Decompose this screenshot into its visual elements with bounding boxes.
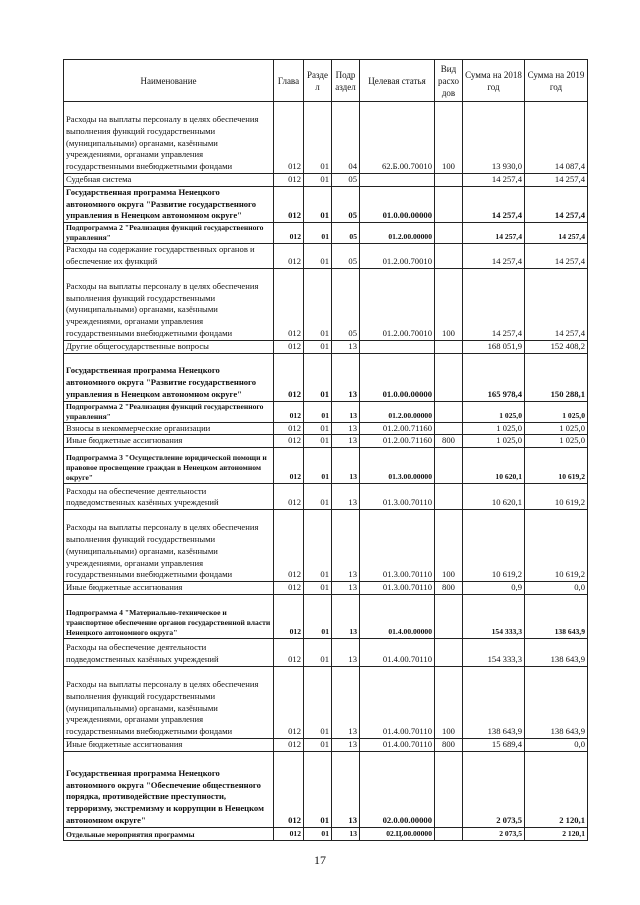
cell-razdel: 01	[304, 174, 332, 187]
cell-podrazdel: 13	[332, 510, 360, 582]
cell-name: Подпрограмма 2 "Реализация функций государственного управления"	[64, 223, 274, 244]
cell-target: 01.4.00.70110	[360, 738, 435, 751]
cell-target: 01.2.00.71160	[360, 435, 435, 448]
cell-sum2018: 13 930,0	[463, 102, 525, 174]
cell-sum2018: 10 620,1	[463, 448, 525, 484]
cell-podrazdel: 13	[332, 340, 360, 353]
cell-podrazdel: 13	[332, 638, 360, 666]
cell-vid	[435, 751, 463, 827]
cell-glava: 012	[274, 353, 304, 401]
cell-name: Иные бюджетные ассигнования	[64, 582, 274, 595]
table-row	[64, 223, 588, 244]
cell-sum2018: 10 619,2	[463, 510, 525, 582]
cell-target: 02.Ц.00.00000	[360, 827, 435, 840]
cell-name: Расходы на выплаты персоналу в целях обеспечения выполнения функций государственными (муниципальными) органами, казёнными учреждениями, органами управления государственными внебюджетными фондами	[64, 666, 274, 738]
cell-sum2019: 14 257,4	[525, 186, 588, 222]
table-row	[64, 484, 588, 510]
cell-razdel: 01	[304, 594, 332, 638]
col-header-sum2018: Сумма на 2018 год	[463, 60, 525, 102]
cell-target: 01.3.00.00000	[360, 448, 435, 484]
table-row	[64, 510, 588, 582]
cell-name: Иные бюджетные ассигнования	[64, 738, 274, 751]
cell-name: Подпрограмма 3 "Осуществление юридической помощи и правовое просвещение граждан в Ненецком автономном округе"	[64, 448, 274, 484]
cell-vid	[435, 638, 463, 666]
cell-podrazdel: 13	[332, 422, 360, 435]
cell-vid	[435, 174, 463, 187]
cell-sum2019: 14 257,4	[525, 268, 588, 340]
cell-podrazdel: 05	[332, 174, 360, 187]
cell-glava: 012	[274, 102, 304, 174]
cell-vid	[435, 484, 463, 510]
cell-vid	[435, 448, 463, 484]
cell-sum2018: 138 643,9	[463, 666, 525, 738]
cell-glava: 012	[274, 666, 304, 738]
cell-target	[360, 340, 435, 353]
cell-razdel: 01	[304, 268, 332, 340]
cell-vid	[435, 827, 463, 840]
cell-razdel: 01	[304, 102, 332, 174]
cell-glava: 012	[274, 174, 304, 187]
cell-sum2018: 14 257,4	[463, 174, 525, 187]
cell-podrazdel: 13	[332, 666, 360, 738]
table-row	[64, 594, 588, 638]
cell-sum2019: 10 619,2	[525, 484, 588, 510]
cell-glava: 012	[274, 738, 304, 751]
cell-sum2018: 10 620,1	[463, 484, 525, 510]
cell-name: Расходы на обеспечение деятельности подведомственных казённых учреждений	[64, 638, 274, 666]
cell-sum2019: 10 619,2	[525, 448, 588, 484]
table-row	[64, 448, 588, 484]
cell-sum2019: 2 120,1	[525, 827, 588, 840]
table-row	[64, 268, 588, 340]
cell-sum2018: 2 073,5	[463, 751, 525, 827]
cell-podrazdel: 05	[332, 186, 360, 222]
cell-sum2019: 14 257,4	[525, 223, 588, 244]
cell-podrazdel: 04	[332, 102, 360, 174]
table-row	[64, 435, 588, 448]
cell-razdel: 01	[304, 666, 332, 738]
cell-vid	[435, 353, 463, 401]
cell-sum2018: 2 073,5	[463, 827, 525, 840]
table-row	[64, 174, 588, 187]
cell-sum2019: 138 643,9	[525, 594, 588, 638]
table-row	[64, 582, 588, 595]
cell-target	[360, 174, 435, 187]
cell-target: 01.2.00.70010	[360, 244, 435, 269]
cell-podrazdel: 13	[332, 827, 360, 840]
cell-sum2018: 14 257,4	[463, 186, 525, 222]
cell-razdel: 01	[304, 582, 332, 595]
cell-sum2018: 1 025,0	[463, 401, 525, 422]
cell-name: Другие общегосударственные вопросы	[64, 340, 274, 353]
cell-sum2018: 1 025,0	[463, 435, 525, 448]
table-row	[64, 751, 588, 827]
cell-sum2019: 152 408,2	[525, 340, 588, 353]
cell-glava: 012	[274, 510, 304, 582]
cell-target: 01.4.00.70110	[360, 666, 435, 738]
cell-vid: 100	[435, 510, 463, 582]
cell-sum2018: 15 689,4	[463, 738, 525, 751]
cell-target: 01.3.00.70110	[360, 582, 435, 595]
cell-sum2018: 168 051,9	[463, 340, 525, 353]
cell-vid: 100	[435, 666, 463, 738]
cell-name: Государственная программа Ненецкого автономного округа "Развитие государственного управления в Ненецком автономном округе"	[64, 186, 274, 222]
cell-razdel: 01	[304, 484, 332, 510]
cell-sum2018: 0,9	[463, 582, 525, 595]
col-header-razdel: Разде л	[304, 60, 332, 102]
table-body	[64, 102, 588, 841]
cell-target: 01.2.00.71160	[360, 422, 435, 435]
cell-name: Отдельные мероприятия программы	[64, 827, 274, 840]
cell-glava: 012	[274, 223, 304, 244]
cell-name: Расходы на содержание государственных органов и обеспечение их функций	[64, 244, 274, 269]
cell-vid	[435, 594, 463, 638]
cell-name: Судебная система	[64, 174, 274, 187]
cell-sum2019: 14 257,4	[525, 174, 588, 187]
cell-glava: 012	[274, 244, 304, 269]
cell-razdel: 01	[304, 638, 332, 666]
cell-podrazdel: 13	[332, 435, 360, 448]
cell-name: Иные бюджетные ассигнования	[64, 435, 274, 448]
cell-name: Государственная программа Ненецкого автономного округа "Обеспечение общественного порядка, противодействие преступности, терроризму, экстремизму и коррупции в Ненецком автономном округе"	[64, 751, 274, 827]
cell-podrazdel: 05	[332, 223, 360, 244]
table-row	[64, 186, 588, 222]
page-number: 17	[314, 853, 326, 867]
cell-glava: 012	[274, 594, 304, 638]
cell-vid: 100	[435, 102, 463, 174]
cell-podrazdel: 13	[332, 751, 360, 827]
cell-glava: 012	[274, 638, 304, 666]
cell-vid: 100	[435, 268, 463, 340]
col-header-vid: Вид расхо дов	[435, 60, 463, 102]
cell-sum2019: 0,0	[525, 582, 588, 595]
cell-target: 01.3.00.70110	[360, 484, 435, 510]
cell-podrazdel: 05	[332, 268, 360, 340]
cell-sum2018: 14 257,4	[463, 244, 525, 269]
cell-razdel: 01	[304, 401, 332, 422]
cell-razdel: 01	[304, 448, 332, 484]
cell-glava: 012	[274, 448, 304, 484]
table-row	[64, 401, 588, 422]
cell-sum2019: 1 025,0	[525, 422, 588, 435]
cell-podrazdel: 05	[332, 244, 360, 269]
cell-podrazdel: 13	[332, 401, 360, 422]
cell-podrazdel: 13	[332, 484, 360, 510]
cell-target: 02.0.00.00000	[360, 751, 435, 827]
table-header-row	[64, 60, 588, 102]
table-row	[64, 102, 588, 174]
cell-glava: 012	[274, 340, 304, 353]
cell-sum2019: 14 087,4	[525, 102, 588, 174]
cell-glava: 012	[274, 422, 304, 435]
cell-sum2018: 14 257,4	[463, 268, 525, 340]
cell-razdel: 01	[304, 244, 332, 269]
cell-name: Расходы на выплаты персоналу в целях обеспечения выполнения функций государственными (муниципальными) органами, казёнными учреждениями, органами управления государственными внебюджетными фондами	[64, 102, 274, 174]
cell-name: Расходы на выплаты персоналу в целях обеспечения выполнения функций государственными (муниципальными) органами, казёнными учреждениями, органами управления государственными внебюджетными фондами	[64, 268, 274, 340]
cell-razdel: 01	[304, 738, 332, 751]
cell-razdel: 01	[304, 751, 332, 827]
cell-target: 62.Б.00.70010	[360, 102, 435, 174]
cell-razdel: 01	[304, 353, 332, 401]
cell-vid: 800	[435, 435, 463, 448]
cell-vid	[435, 244, 463, 269]
cell-sum2019: 2 120,1	[525, 751, 588, 827]
cell-vid	[435, 340, 463, 353]
cell-razdel: 01	[304, 827, 332, 840]
table-row	[64, 353, 588, 401]
col-header-podrazdel: Подр аздел	[332, 60, 360, 102]
cell-razdel: 01	[304, 510, 332, 582]
cell-podrazdel: 13	[332, 582, 360, 595]
table-row	[64, 738, 588, 751]
cell-glava: 012	[274, 186, 304, 222]
cell-sum2019: 1 025,0	[525, 435, 588, 448]
col-header-target: Целевая статья	[360, 60, 435, 102]
cell-name: Подпрограмма 4 "Материально-техническое и транспортное обеспечение органов государственной власти Ненецкого автономного округа"	[64, 594, 274, 638]
cell-podrazdel: 13	[332, 738, 360, 751]
table-row	[64, 827, 588, 840]
table-row	[64, 638, 588, 666]
cell-sum2018: 1 025,0	[463, 422, 525, 435]
cell-name: Расходы на выплаты персоналу в целях обеспечения выполнения функций государственными (муниципальными) органами, казёнными учреждениями, органами управления государственными внебюджетными фондами	[64, 510, 274, 582]
cell-vid	[435, 186, 463, 222]
cell-glava: 012	[274, 401, 304, 422]
cell-razdel: 01	[304, 340, 332, 353]
cell-glava: 012	[274, 484, 304, 510]
cell-razdel: 01	[304, 186, 332, 222]
cell-razdel: 01	[304, 422, 332, 435]
cell-target: 01.2.00.00000	[360, 401, 435, 422]
table-row	[64, 340, 588, 353]
cell-name: Взносы в некоммерческие организации	[64, 422, 274, 435]
cell-sum2019: 10 619,2	[525, 510, 588, 582]
cell-target: 01.4.00.00000	[360, 594, 435, 638]
cell-sum2019: 1 025,0	[525, 401, 588, 422]
cell-target: 01.2.00.00000	[360, 223, 435, 244]
col-header-name: Наименование	[64, 60, 274, 102]
cell-glava: 012	[274, 435, 304, 448]
cell-sum2019: 0,0	[525, 738, 588, 751]
cell-vid: 800	[435, 582, 463, 595]
cell-razdel: 01	[304, 223, 332, 244]
cell-sum2018: 154 333,3	[463, 594, 525, 638]
budget-table	[63, 59, 588, 841]
cell-glava: 012	[274, 582, 304, 595]
cell-sum2019: 14 257,4	[525, 244, 588, 269]
table-row	[64, 666, 588, 738]
cell-name: Государственная программа Ненецкого автономного округа "Развитие государственного управления в Ненецком автономном округе"	[64, 353, 274, 401]
cell-podrazdel: 13	[332, 594, 360, 638]
cell-razdel: 01	[304, 435, 332, 448]
col-header-sum2019: Сумма на 2019 год	[525, 60, 588, 102]
cell-sum2018: 165 978,4	[463, 353, 525, 401]
cell-glava: 012	[274, 268, 304, 340]
cell-sum2019: 138 643,9	[525, 638, 588, 666]
cell-vid	[435, 223, 463, 244]
cell-target: 01.2.00.70010	[360, 268, 435, 340]
cell-glava: 012	[274, 827, 304, 840]
cell-podrazdel: 13	[332, 353, 360, 401]
cell-vid: 800	[435, 738, 463, 751]
cell-target: 01.0.00.00000	[360, 186, 435, 222]
cell-sum2018: 154 333,3	[463, 638, 525, 666]
cell-target: 01.0.00.00000	[360, 353, 435, 401]
cell-target: 01.4.00.70110	[360, 638, 435, 666]
cell-target: 01.3.00.70110	[360, 510, 435, 582]
cell-sum2018: 14 257,4	[463, 223, 525, 244]
cell-glava: 012	[274, 751, 304, 827]
cell-sum2019: 138 643,9	[525, 666, 588, 738]
cell-podrazdel: 13	[332, 448, 360, 484]
cell-vid	[435, 401, 463, 422]
cell-vid	[435, 422, 463, 435]
cell-sum2019: 150 288,1	[525, 353, 588, 401]
table-row	[64, 244, 588, 269]
table-row	[64, 422, 588, 435]
cell-name: Подпрограмма 2 "Реализация функций государственного управления"	[64, 401, 274, 422]
cell-name: Расходы на обеспечение деятельности подведомственных казённых учреждений	[64, 484, 274, 510]
col-header-glava: Глава	[274, 60, 304, 102]
